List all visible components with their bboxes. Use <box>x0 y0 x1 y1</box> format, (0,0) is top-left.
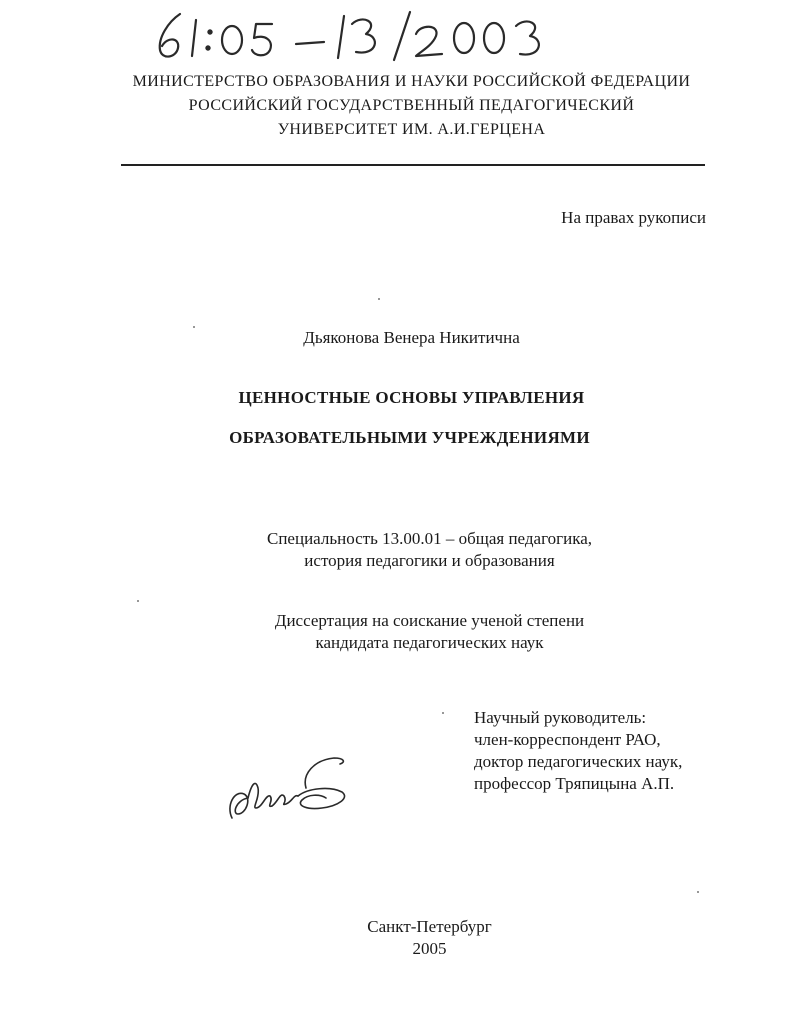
rights-note: На правах рукописи <box>561 208 706 227</box>
author-name: Дьяконова Венера Никитична <box>303 328 520 347</box>
thesis-title-line-2: ОБРАЗОВАТЕЛЬНЫМИ УЧРЕЖДЕНИЯМИ <box>229 428 590 447</box>
signature <box>222 752 352 826</box>
thesis-title-line-1: ЦЕННОСТНЫЕ ОСНОВЫ УПРАВЛЕНИЯ <box>238 388 585 407</box>
scan-speck <box>697 891 699 893</box>
handwritten-catalog-number <box>148 6 568 66</box>
scan-speck <box>378 298 380 300</box>
dissertation-line-2: кандидата педагогических наук <box>315 633 544 652</box>
scan-speck <box>137 600 139 602</box>
place-city: Санкт-Петербург <box>367 917 492 936</box>
advisor-degree: доктор педагогических наук, <box>474 752 683 771</box>
place-year: 2005 <box>412 939 447 958</box>
university-line-1: РОССИЙСКИЙ ГОСУДАРСТВЕННЫЙ ПЕДАГОГИЧЕСКИЙ <box>188 97 635 114</box>
specialty-line-2: история педагогики и образования <box>304 551 555 570</box>
scan-speck <box>193 326 195 328</box>
advisor-name: профессор Тряпицына А.П. <box>474 774 675 793</box>
advisor-label: Научный руководитель: <box>474 708 647 727</box>
university-line-2: УНИВЕРСИТЕТ ИМ. А.И.ГЕРЦЕНА <box>277 121 546 138</box>
ministry-line: МИНИСТЕРСТВО ОБРАЗОВАНИЯ И НАУКИ РОССИЙСКОЙ ФЕДЕРАЦИИ <box>132 73 691 90</box>
advisor-rank: член-корреспондент РАО, <box>474 730 661 749</box>
dissertation-line-1: Диссертация на соискание ученой степени <box>274 611 585 630</box>
scan-speck <box>442 712 444 714</box>
header-divider <box>121 164 705 166</box>
specialty-line-1: Специальность 13.00.01 – общая педагогика, <box>267 529 592 548</box>
advisor-block <box>474 707 682 795</box>
